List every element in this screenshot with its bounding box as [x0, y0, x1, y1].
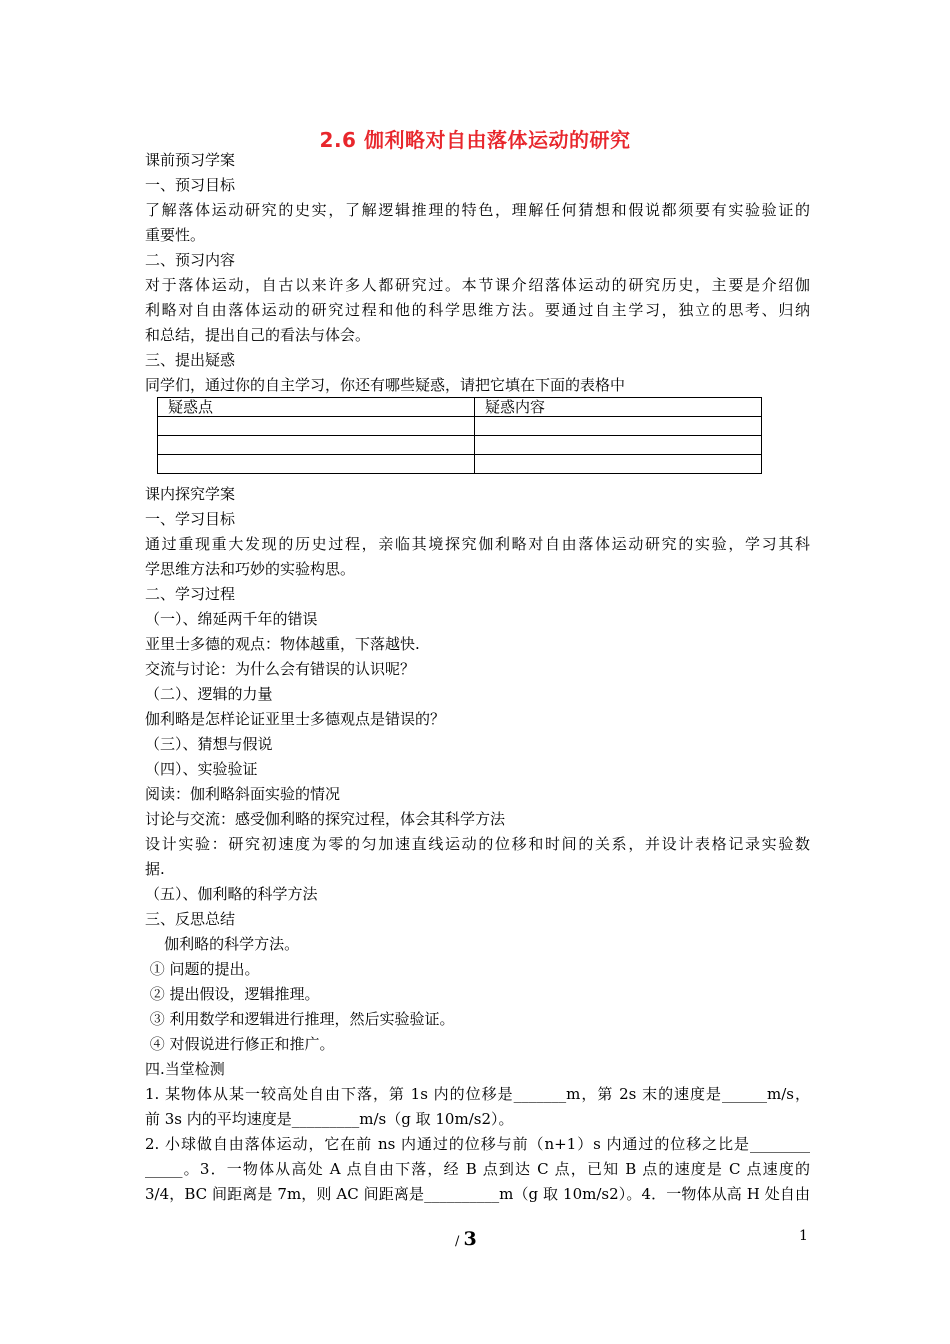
subheading: 一、学习目标 [145, 510, 236, 528]
paragraph-line: 重要性。 [145, 226, 206, 244]
section-heading: 课前预习学案 [145, 151, 236, 169]
paragraph-line: 和总结，提出自己的看法与体会。 [145, 326, 371, 344]
paragraph-line: 讨论与交流：感受伽利略的探究过程，体会其科学方法 [145, 810, 506, 828]
table-row [158, 417, 762, 436]
subheading: 三、反思总结 [145, 910, 236, 928]
question-line: 2. 小球做自由落体运动，它在前 ns 内通过的位移与前（n+1）s 内通过的位移之比是________ [145, 1135, 810, 1153]
list-item: ② 提出假设，逻辑推理。 [145, 985, 320, 1003]
table-header-cell: 疑惑内容 [475, 398, 762, 417]
paragraph-line: 了解落体运动研究的史实，了解逻辑推理的特色，理解任何猜想和假说都须要有实验验证的 [145, 201, 810, 219]
list-item: ③ 利用数学和逻辑进行推理，然后实验验证。 [145, 1010, 455, 1028]
subheading: （一）、绵延两千年的错误 [145, 610, 318, 628]
subheading: 二、学习过程 [145, 585, 236, 603]
table-header-row [158, 398, 762, 417]
question-line: 前 3s 内的平均速度是_________m/s（g 取 10m/s2）。 [145, 1110, 514, 1128]
paragraph-line: 伽利略是怎样论证亚里士多德观点是错误的？ [145, 710, 446, 728]
table-cell[interactable] [475, 436, 762, 455]
subheading: （五）、伽利略的科学方法 [145, 885, 318, 903]
table-header-cell: 疑惑点 [158, 398, 475, 417]
section-heading: 课内探究学案 [145, 485, 236, 503]
subheading: 二、预习内容 [145, 251, 236, 269]
paragraph-line: 亚里士多德的观点：物体越重，下落越快. [145, 635, 420, 653]
page-number: 1 [799, 1228, 808, 1244]
paragraph-line: 通过重现重大发现的历史过程，亲临其境探究伽利略对自由落体运动研究的实验，学习其科 [145, 535, 810, 553]
question-line: 1. 某物体从某一较高处自由下落，第 1s 内的位移是_______m，第 2s 末的速度是______m/s， [145, 1085, 810, 1103]
paragraph-line: 利略对自由落体运动的研究过程和他的科学思维方法。要通过自主学习，独立的思考、归纳 [145, 301, 810, 319]
question-line: 3/4，BC 间距离是 7m，则 AC 间距离是__________m（g 取 10m/s2）。4．一物体从高 H 处自由 [145, 1185, 810, 1203]
table-cell[interactable] [158, 417, 475, 436]
doubts-table [157, 397, 762, 474]
subheading: （二）、逻辑的力量 [145, 685, 273, 703]
table-cell[interactable] [158, 455, 475, 474]
subheading: （三）、猜想与假说 [145, 735, 273, 753]
paragraph-line: 学思维方法和巧妙的实验构思。 [145, 560, 356, 578]
paragraph-line: 同学们，通过你的自主学习，你还有哪些疑惑，请把它填在下面的表格中 [145, 376, 626, 394]
subheading: 一、预习目标 [145, 176, 236, 194]
page-title: 2.6 伽利略对自由落体运动的研究 [319, 128, 631, 152]
table-row [158, 455, 762, 474]
table-cell[interactable] [475, 417, 762, 436]
table-cell[interactable] [475, 455, 762, 474]
list-item: ④ 对假说进行修正和推广。 [145, 1035, 335, 1053]
paragraph-line: 交流与讨论：为什么会有错误的认识呢？ [145, 660, 416, 678]
paragraph-line: 设计实验：研究初速度为零的匀加速直线运动的位移和时间的关系，并设计表格记录实验数 [145, 835, 810, 853]
subheading: 四.当堂检测 [145, 1060, 225, 1078]
paragraph-line: 据. [145, 860, 165, 878]
paragraph-line: 阅读：伽利略斜面实验的情况 [145, 785, 341, 803]
paragraph-line: 对于落体运动，自古以来许多人都研究过。本节课介绍落体运动的研究历史，主要是介绍伽 [145, 276, 810, 294]
table-cell[interactable] [158, 436, 475, 455]
paragraph-line: 伽利略的科学方法。 [145, 935, 300, 953]
page-separator: / [455, 1234, 460, 1249]
table-row [158, 436, 762, 455]
subheading: （四）、实验验证 [145, 760, 258, 778]
list-item: ① 问题的提出。 [145, 960, 260, 978]
total-pages: 3 [463, 1228, 477, 1250]
question-line: _____。3．一物体从高处 A 点自由下落，经 B 点到达 C 点，已知 B 点的速度是 C 点速度的 [145, 1160, 810, 1178]
page-total [455, 1228, 477, 1250]
subheading: 三、提出疑惑 [145, 351, 236, 369]
